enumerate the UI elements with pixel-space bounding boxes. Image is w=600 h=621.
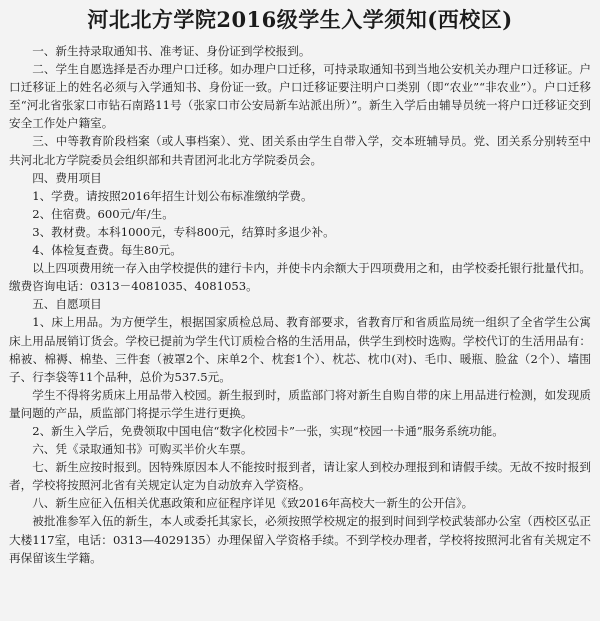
optional-item-bedding: 1、床上用品。为方便学生，根据国家质检总局、教育部要求，省教育厅和省质监局统一组织了全省学生公寓床上用品展销订货会。学校已提前为学生代订质检合格的生活用品，供学生到校时选购。学校代订的生活用品有：棉被、棉褥、棉垫、三件套（被罩2个、床单2个、枕套1个）、枕芯、枕巾(对)、毛巾、暖瓶、脸盆（2个）、墙围子、行李袋等11个品种，总价为537.5元。	[9, 315, 591, 384]
military-enlistment-note: 被批准参军入伍的新生，本人或委托其家长，必须按照学校规定的报到时间到学校武装部办公室（西校区弘正大楼117室，电话：0313—4029135）办理保留入学资格手续。不到学校办理者，学校将按照河北省有关规定不再保留该生学籍。	[9, 514, 591, 565]
paragraph-6: 六、凭《录取通知书》可购买半价火车票。	[32, 442, 253, 457]
paragraph-3: 三、中等教育阶段档案（或人事档案）、党、团关系由学生自带入学，交本班辅导员。党、团关系分别转至中共河北北方学院委员会组织部和共青团河北北方学院委员会。	[9, 134, 591, 167]
fee-item-textbooks: 3、教材费。本科1000元，专科800元，结算时多退少补。	[32, 224, 335, 239]
fee-payment-note: 以上四项费用统一存入由学校提供的建行卡内，并使卡内余额大于四项费用之和，由学校委托银行批量代扣。缴费咨询电话：0313－4081035、4081053。	[9, 261, 591, 294]
fee-item-tuition: 1、学费。请按照2016年招生计划公布标准缴纳学费。	[32, 188, 313, 203]
fee-item-medical: 4、体检复查费。每生80元。	[32, 243, 182, 258]
paragraph-7: 七、新生应按时报到。因特殊原因本人不能按时报到者，请让家人到校办理报到和请假手续。无故不按时报到者，学校将按照河北省有关规定认定为自动放弃入学资格。	[9, 460, 591, 493]
paragraph-2: 二、学生自愿选择是否办理户口迁移。如办理户口迁移，可持录取通知书到当地公安机关办理户口迁移证。户口迁移证上的姓名必须与入学通知书、身份证一致。户口迁移证要注明户口类别（即“农业”“非农业”）。户口迁移至“河北省张家口市钻石南路11号（张家口市公安局新车站派出所）”。新生入学后由辅导员统一将户口迁移证交到安全工作处户籍室。	[9, 62, 591, 131]
paragraph-8: 八、新生应征入伍相关优惠政策和应征程序详见《致2016年高校大一新生的公开信》。	[32, 496, 474, 511]
page-title: 河北北方学院2016级学生入学须知(西校区)	[87, 7, 513, 32]
section-heading-optional: 五、自愿项目	[32, 297, 102, 312]
notice-body	[9, 42, 591, 567]
bedding-inspection-note: 学生不得将劣质床上用品带入校园。新生报到时，质监部门将对新生自购自带的床上用品进行检测，如发现质量问题的产品，质监部门将提示学生进行更换。	[9, 387, 591, 420]
paragraph-1: 一、新生持录取通知书、准考证、身份证到学校报到。	[32, 44, 311, 58]
optional-item-campus-card: 2、新生入学后，免费领取中国电信“数字化校园卡”一张，实现“校园一卡通”服务系统功能。	[32, 423, 504, 438]
fee-item-accommodation: 2、住宿费。600元/年/生。	[32, 206, 174, 221]
section-heading-fees: 四、费用项目	[32, 170, 102, 185]
